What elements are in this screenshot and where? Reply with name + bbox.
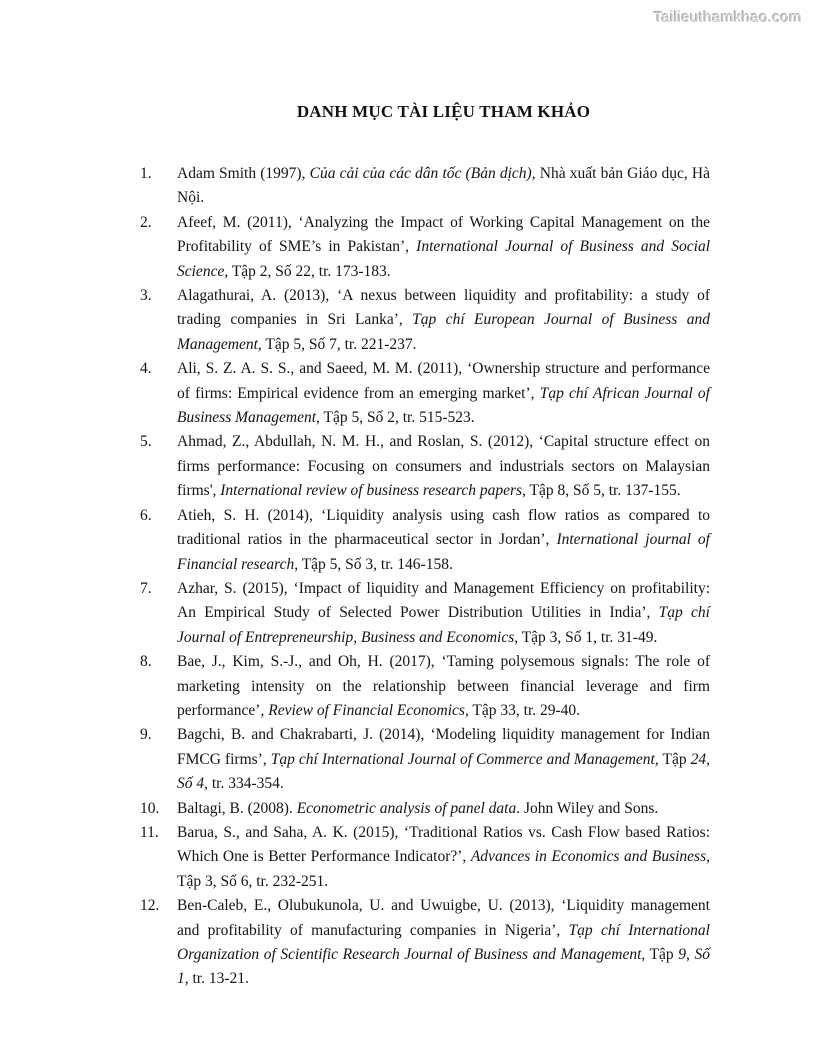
reference-text: Atieh, S. H. (2014), ‘Liquidity analysis using cash flow ratios as compared to traditional ratios in the pharmaceutical sector in Jordan’, International journal of Financial research, Tập 5, Số 3, tr. 146-158. (177, 506, 710, 573)
reference-item (140, 650, 710, 723)
page-title: DANH MỤC TÀI LIỆU THAM KHẢO (296, 102, 591, 121)
reference-item (140, 504, 710, 577)
page-content (0, 102, 816, 992)
reference-number: 10. (140, 799, 160, 817)
reference-text: Ali, S. Z. A. S. S., and Saeed, M. M. (2011), ‘Ownership structure and performance of firms: Empirical evidence from an emerging market’, Tạp chí African Journal of Business Management, Tập 5, Số 2, tr. 515-523. (177, 360, 710, 427)
reference-text: Ben-Caleb, E., Olubukunola, U. and Uwuigbe, U. (2013), ‘Liquidity management and profitability of manufacturing companies in Nigeria’, Tạp chí International Organization of Scientific Research Journal of Business and Management, Tập 9, Số 1, tr. 13-21. (177, 897, 711, 988)
reference-text: Bae, J., Kim, S.-J., and Oh, H. (2017), ‘Taming polysemous signals: The role of marketing intensity on the relationship between financial leverage and firm performance’, Review of Financial Economics, Tập 33, tr. 29-40. (177, 653, 710, 719)
reference-number: 1. (140, 165, 152, 182)
reference-text: Alagathurai, A. (2013), ‘A nexus between liquidity and profitability: a study of trading companies in Sri Lanka’, Tạp chí European Journal of Business and Management, Tập 5, Số 7, tr. 221-237. (177, 287, 710, 353)
reference-text: Adam Smith (1997), Của cải của các dân tốc (Bản dịch), Nhà xuất bản Giáo dục, Hà Nội. (177, 165, 710, 207)
reference-item (140, 723, 710, 796)
reference-item (140, 577, 710, 650)
reference-number: 4. (140, 360, 152, 378)
reference-number: 5. (140, 433, 152, 451)
reference-item (140, 821, 710, 894)
reference-item (140, 162, 710, 211)
reference-number: 11. (140, 823, 159, 841)
reference-text: Ahmad, Z., Abdullah, N. M. H., and Roslan, S. (2012), ‘Capital structure effect on firms performance: Focusing on consumers and industrials sectors on Malaysian firms', International review of business research papers, Tập 8, Số 5, tr. 137-155. (177, 433, 710, 500)
reference-number: 2. (140, 213, 152, 231)
reference-number: 8. (140, 653, 152, 671)
reference-text: Barua, S., and Saha, A. K. (2015), ‘Traditional Ratios vs. Cash Flow based Ratios: Which One is Better Performance Indicator?’, Advances in Economics and Business, Tập 3, Số 6, tr. 232-251. (177, 823, 710, 890)
reference-number: 6. (140, 506, 152, 524)
reference-item (140, 211, 710, 284)
reference-list (140, 162, 710, 992)
reference-text: Bagchi, B. and Chakrabarti, J. (2014), ‘Modeling liquidity management for Indian FMCG firms’, Tạp chí International Journal of Commerce and Management, Tập 24, Số 4, tr. 334-354. (177, 726, 710, 793)
reference-item (140, 430, 710, 503)
reference-text: Azhar, S. (2015), ‘Impact of liquidity and Management Efficiency on profitability: An Empirical Study of Selected Power Distribution Utilities in India’, Tạp chí Journal of Entrepreneurship, Business and Economics, Tập 3, Số 1, tr. 31-49. (177, 579, 710, 646)
reference-item (140, 357, 710, 430)
reference-number: 3. (140, 287, 152, 305)
reference-number: 7. (140, 579, 152, 597)
reference-text: Afeef, M. (2011), ‘Analyzing the Impact of Working Capital Management on the Profitability of SME’s in Pakistan’, International Journal of Business and Social Science, Tập 2, Số 22, tr. 173-183. (177, 213, 710, 280)
reference-text: Baltagi, B. (2008). Econometric analysis of panel data. John Wiley and Sons. (177, 799, 659, 817)
watermark-text: Tailieuthamkhao.com (653, 9, 802, 26)
reference-item (140, 894, 710, 992)
reference-number: 12. (140, 897, 160, 915)
reference-number: 9. (140, 726, 152, 744)
reference-item (140, 284, 710, 357)
reference-item (140, 797, 710, 821)
